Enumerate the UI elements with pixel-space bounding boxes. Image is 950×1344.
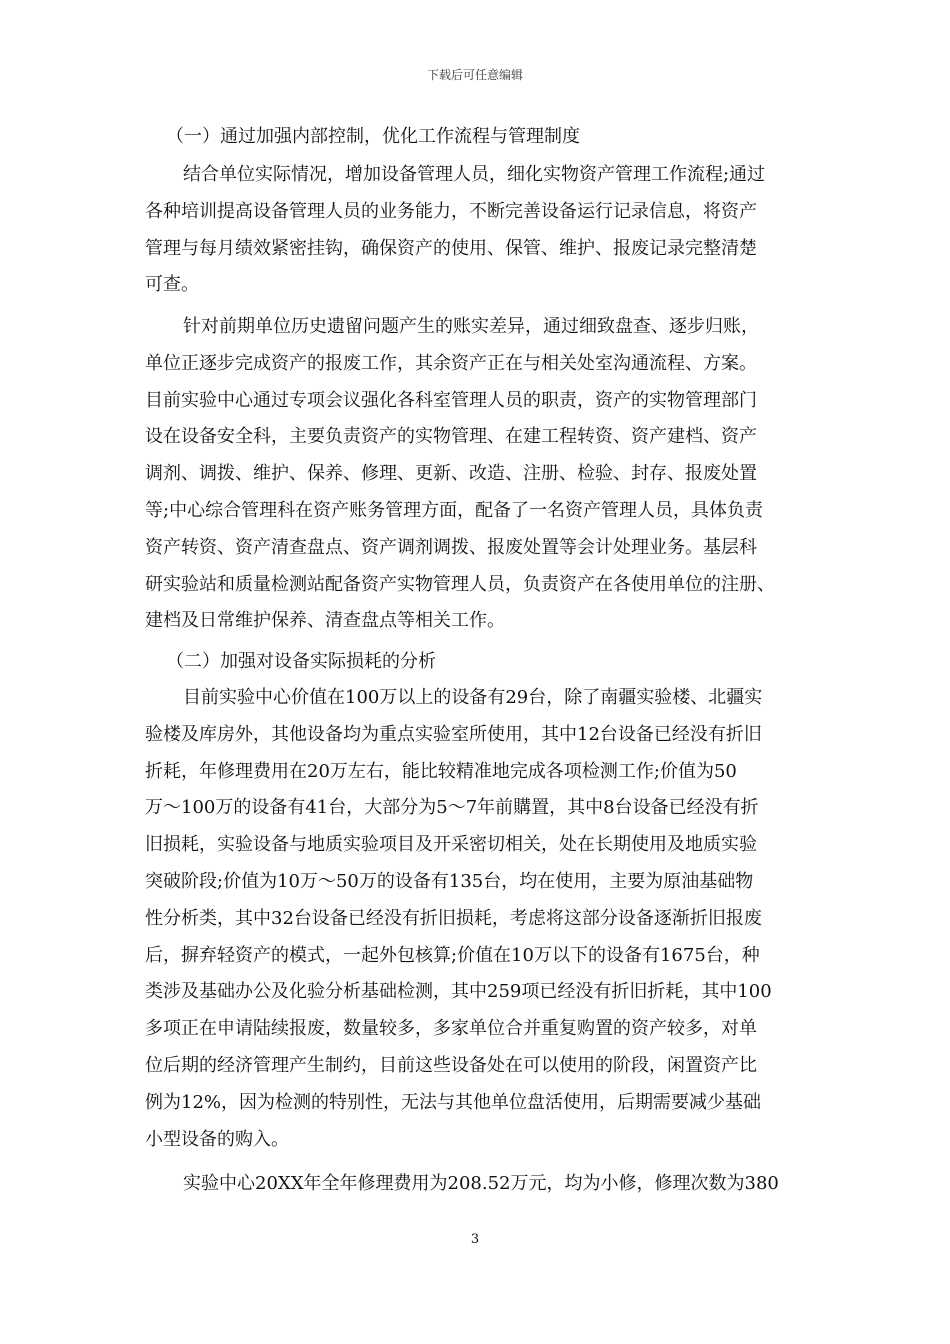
paragraph-line: 突破阶段;价值为10万～50万的设备有135台，均在使用，主要为原油基础物: [145, 870, 754, 892]
paragraph-line: 例为12%，因为检测的特别性，无法与其他单位盘活使用，后期需要减少基础: [145, 1091, 762, 1113]
paragraph-line: 后，摒弃轻资产的模式，一起外包核算;价值在10万以下的设备有1675台，种: [145, 944, 760, 966]
paragraph-line: 多项正在申请陆续报废，数量较多，多家单位合并重复购置的资产较多，对单: [145, 1018, 757, 1040]
paragraph-3: [145, 680, 825, 1158]
paragraph-line: 管理与每月绩效紧密挂钩，确保资产的使用、保管、维护、报废记录完整清楚: [145, 237, 757, 259]
paragraph-line: 资产转资、资产清查盘点、资产调剂调拨、报废处置等会计处理业务。基层科: [145, 536, 757, 558]
paragraph-line: 小型设备的购入。: [145, 1128, 289, 1150]
section-heading-1: （一）通过加强内部控制，优化工作流程与管理制度: [166, 126, 580, 147]
page-header-note: 下载后可任意编辑: [426, 68, 523, 82]
paragraph-line: 万～100万的设备有41台，大部分为5～7年前購置，其中8台设备已经没有折: [145, 797, 759, 819]
paragraph-line: 实验中心20XX年全年修理费用为208.52万元，均为小修，修理次数为380: [183, 1173, 779, 1194]
paragraph-line: 结合单位实际情况，增加设备管理人员，细化实物资产管理工作流程;通过: [183, 164, 766, 185]
paragraph-line: 等;中心综合管理科在资产账务管理方面，配备了一名资产管理人员，具体负责: [145, 499, 764, 521]
paragraph-2: [145, 309, 825, 640]
paragraph-line: 验楼及库房外，其他设备均为重点实验室所使用，其中12台设备已经没有折旧: [145, 723, 762, 745]
paragraph-line: 设在设备安全科，主要负责资产的实物管理、在建工程转资、资产建档、资产: [145, 426, 757, 448]
paragraph-line: 各种培训提高设备管理人员的业务能力，不断完善设备运行记录信息，将资产: [145, 200, 757, 222]
paragraph-line: 单位正逐步完成资产的报废工作，其余资产正在与相关处室沟通流程、方案。: [145, 352, 757, 374]
paragraph-4: [145, 1166, 825, 1203]
paragraph-line: 折耗，年修理费用在20万左右，能比较精准地完成各项检测工作;价值为50: [145, 760, 737, 782]
paragraph-line: 建档及日常维护保养、清查盘点等相关工作。: [145, 610, 505, 632]
paragraph-line: 可查。: [145, 274, 199, 296]
paragraph-line: 位后期的经济管理产生制约，目前这些设备处在可以使用的阶段，闲置资产比: [145, 1054, 757, 1076]
section-heading-2: （二）加强对设备实际损耗的分析: [166, 651, 436, 672]
paragraph-line: 目前实验中心通过专项会议强化各科室管理人员的职责，资产的实物管理部门: [145, 389, 757, 411]
paragraph-line: 旧损耗，实验设备与地质实验项目及开采密切相关，处在长期使用及地质实验: [145, 834, 757, 856]
paragraph-line: 性分析类，其中32台设备已经没有折旧损耗，考虑将这部分设备逐渐折旧报废: [145, 907, 762, 929]
page-number: 3: [470, 1232, 480, 1247]
paragraph-line: 目前实验中心价值在100万以上的设备有29台，除了南疆实验楼、北疆实: [183, 687, 763, 708]
paragraph-1: [145, 157, 825, 304]
paragraph-line: 调剂、调拨、维护、保养、修理、更新、改造、注册、检验、封存、报废处置: [145, 463, 757, 485]
paragraph-line: 针对前期单位历史遗留问题产生的账实差异，通过细致盘查、逐步归账，: [183, 316, 759, 337]
paragraph-line: 类涉及基础办公及化验分析基础检测，其中259项已经没有折旧折耗，其中100: [145, 981, 772, 1003]
paragraph-line: 研实验站和质量检测站配备资产实物管理人员，负责资产在各使用单位的注册、: [145, 573, 775, 595]
